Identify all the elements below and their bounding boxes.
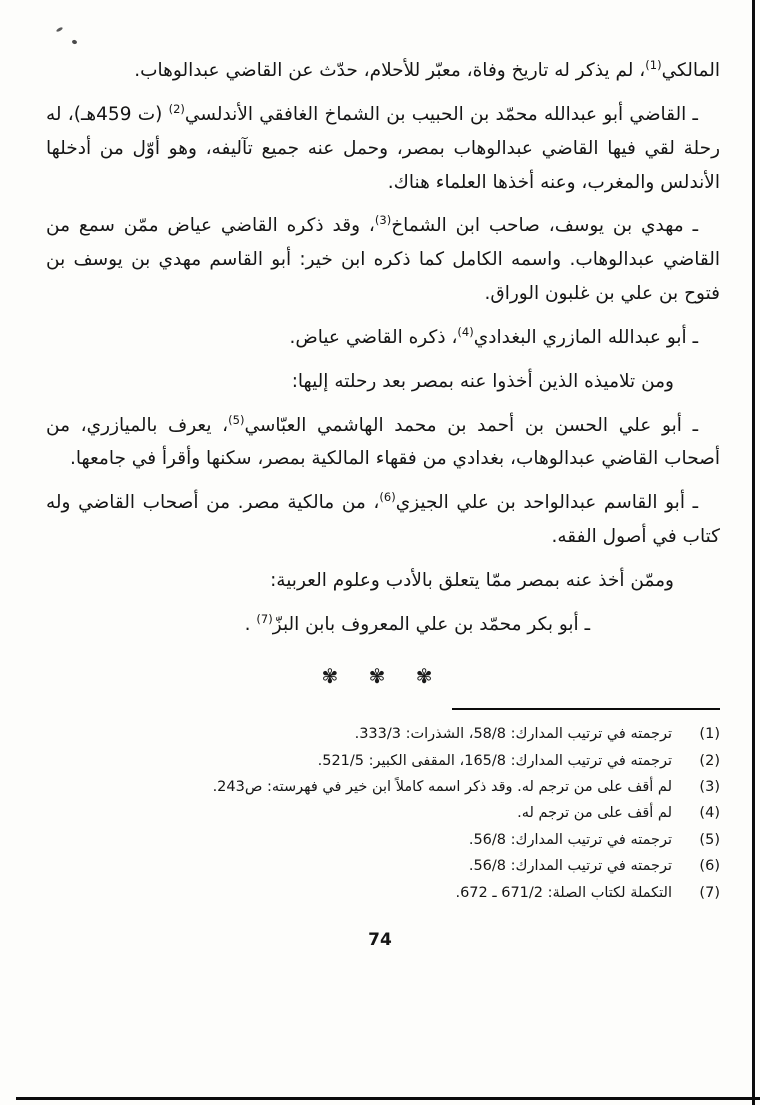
footnote-number: (7) (699, 884, 720, 901)
scan-edge-line-right (752, 0, 755, 1105)
paragraph (46, 365, 720, 399)
footnote-number: (2) (699, 752, 720, 769)
footnote (46, 881, 720, 906)
paragraph-text: وممّن أخذ عنه بمصر ممّا يتعلق بالأدب وعلوم العربية: (270, 569, 674, 591)
footnote-number: (3) (699, 779, 720, 795)
footnote (46, 775, 720, 800)
footnote (46, 722, 720, 747)
footnote-marker: (6) (379, 490, 396, 505)
footnote-marker: (2) (168, 101, 185, 116)
footnote-text: ترجمته في ترتيب المدارك: 56/8. (468, 831, 672, 848)
footnote-text: ترجمته في ترتيب المدارك: 58/8، الشذرات: 333/3. (354, 726, 672, 743)
footnote-number: (6) (699, 858, 720, 875)
paragraph-text: ـ مهدي بن يوسف، صاحب ابن الشماخ (391, 215, 698, 237)
paragraph-text: (ت 459هـ)، له رحلة لقي فيها القاضي عبدالوهاب بمصر، وحمل عنه جميع تآليفه، وهو أوّل من أدخلها الأندلس والمغرب، وعنه أخذها العلماء هناك. (46, 103, 720, 193)
footnote-marker: (5) (228, 412, 245, 427)
paragraph-text: ـ أبو بكر محمّد بن علي المعروف بابن البزّ (272, 613, 590, 635)
paragraph-text: ـ القاضي أبو عبدالله محمّد بن الحبيب بن الشماخ الغافقي الأندلسي (184, 103, 698, 125)
footnote-number: (1) (699, 726, 720, 743)
footnote-marker: (3) (374, 213, 392, 228)
footnote (46, 749, 720, 774)
footnote-text: لم أقف على من ترجم له. (517, 805, 672, 822)
footnote (46, 854, 720, 879)
paragraph-text: ، يعرف بالميازري، من أصحاب القاضي عبدالوهاب، بغدادي من فقهاء المالكية بمصر، سكنها وأقرأ في جامعها. (46, 414, 720, 470)
paragraph-text: ، ذكره القاضي عياض. (289, 326, 458, 348)
paragraph-text: . (244, 613, 257, 635)
footnote-text: ترجمته في ترتيب المدارك: 56/8. (468, 858, 672, 875)
page-number: 74 (368, 929, 392, 950)
footnote (46, 828, 720, 853)
scan-edge-line-bottom (16, 1097, 760, 1100)
footnote-number: (5) (699, 831, 720, 848)
footnote-text: التكملة لكتاب الصلة: 671/2 ـ 672. (455, 884, 672, 901)
footnote-number: (4) (699, 805, 720, 822)
paragraph (46, 54, 720, 88)
paragraph-text: ، من مالكية مصر. من أصحاب القاضي وله كتاب في أصول الفقه. (46, 492, 720, 548)
footnotes-section (0, 708, 760, 906)
footnote (46, 801, 720, 826)
paragraph-text: ، لم يذكر له تاريخ وفاة، معبّر للأحلام، حدّث عن القاضي عبدالوهاب. (134, 60, 646, 81)
paragraph-text: ـ أبو علي الحسن بن أحمد بن محمد الهاشمي العبّاسي (244, 414, 698, 436)
paragraph-text: المالكي (661, 60, 720, 81)
paragraph (46, 608, 720, 642)
footnote-marker: (1) (645, 57, 662, 72)
footnote-text: لم أقف على من ترجم له. وقد ذكر اسمه كاملاً ابن خير في فهرسته: ص243. (212, 779, 672, 795)
paragraph (46, 209, 720, 311)
paragraph (46, 564, 720, 598)
footnote-marker: (7) (256, 611, 273, 626)
footnote-marker: (4) (457, 324, 474, 339)
paragraph (46, 98, 720, 200)
paragraph-text: ، وقد ذكره القاضي عياض ممّن سمع من القاضي عبدالوهاب. واسمه الكامل كما ذكره ابن خير: أبو القاسم مهدي بن يوسف بن فتوح بن علي بن غلبون الوراق. (46, 215, 720, 305)
paragraph (46, 486, 720, 554)
footnote-separator-rule (452, 708, 720, 710)
section-divider-ornament: ✾ ✾ ✾ (321, 663, 445, 688)
paragraph (46, 321, 720, 355)
paragraph-text: ـ أبو عبدالله المازري البغدادي (473, 326, 698, 348)
paragraph (46, 409, 720, 477)
paragraph-text: ـ أبو القاسم عبدالواحد بن علي الجيزي (395, 492, 699, 514)
footnote-text: ترجمته في ترتيب المدارك: 165/8، المقفى الكبير: 521/5. (317, 752, 672, 769)
paragraph-text: ومن تلاميذه الذين أخذوا عنه بمصر بعد رحلته إليها: (291, 370, 674, 392)
